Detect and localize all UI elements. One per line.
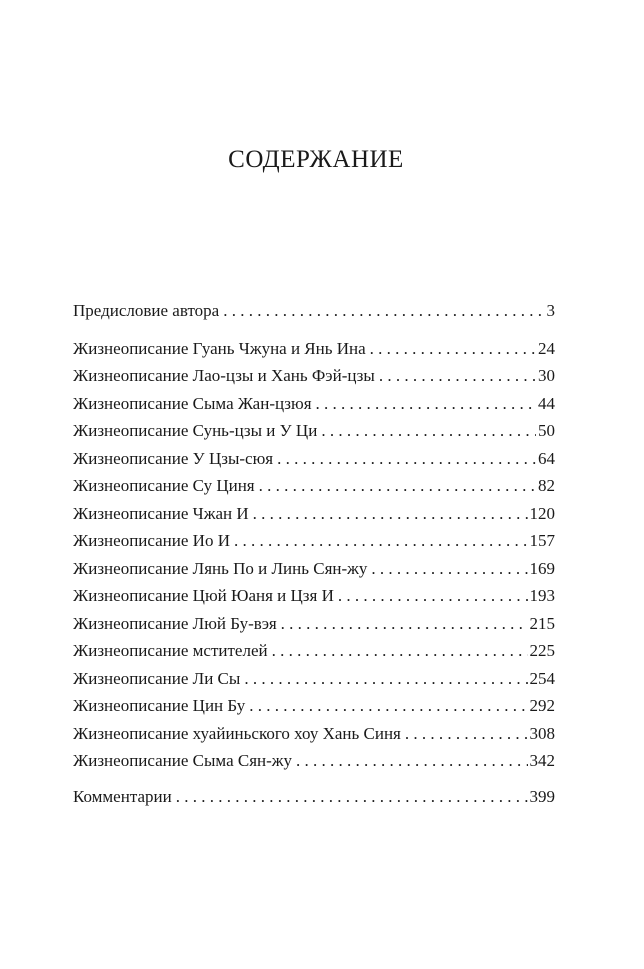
toc-entry (73, 637, 555, 665)
toc-dot-leader (277, 445, 536, 473)
toc-entry-page: 50 (538, 421, 555, 440)
toc-dot-leader (259, 472, 536, 500)
toc-entry-page: 157 (529, 531, 555, 550)
toc-entry (73, 445, 555, 473)
toc-entry (73, 297, 555, 325)
toc-entry-page: 82 (538, 476, 555, 495)
toc-dot-leader (321, 417, 536, 445)
toc-entry-title: Жизнеописание Люй Бу-вэя (73, 613, 277, 633)
toc-entry-page: 225 (529, 641, 555, 660)
toc-entry-page: 120 (529, 503, 555, 523)
toc-entry (73, 747, 555, 775)
toc-entry-page: 193 (529, 586, 555, 605)
toc-entry-title: Жизнеописание Лянь По и Линь Сян-жу (73, 558, 368, 578)
page-title: СОДЕРЖАНИЕ (228, 146, 404, 173)
toc-entry (73, 783, 555, 811)
toc-entry (73, 665, 555, 693)
toc-entry-title: Предисловие автора (73, 301, 220, 320)
toc-entry (73, 335, 555, 363)
toc-dot-leader (370, 335, 536, 363)
toc-dot-leader (379, 362, 536, 390)
toc-entry-page: 3 (546, 301, 555, 320)
toc-entry-title: Жизнеописание Цюй Юаня и Цзя И (73, 586, 334, 605)
toc-entry-title: Жизнеописание Сыма Сян-жу (73, 751, 293, 770)
toc-dot-leader (249, 692, 527, 720)
toc-entry-title: Жизнеописание хуайиньского хоу Хань Синя (73, 723, 401, 743)
toc-entry-page: 215 (529, 613, 555, 633)
toc-entry (73, 362, 555, 390)
toc-entry-page: 24 (538, 338, 555, 358)
toc-dot-leader (244, 665, 527, 693)
toc-entry-page: 44 (538, 393, 555, 413)
toc-dot-leader (371, 555, 527, 583)
table-of-contents (73, 297, 555, 810)
toc-dot-leader (272, 637, 528, 665)
toc-entry-title: Жизнеописание Ио И (73, 531, 230, 550)
toc-entry-title: Жизнеописание Ли Сы (73, 668, 241, 688)
toc-entry-page: 30 (538, 366, 555, 385)
toc-dot-leader (281, 610, 528, 638)
toc-entry (73, 527, 555, 555)
toc-entry-title: Жизнеописание Лао-цзы и Хань Фэй-цзы (73, 366, 375, 385)
toc-entry-title: Жизнеописание Су Циня (73, 476, 255, 495)
toc-entry-page: 342 (529, 751, 555, 770)
toc-dot-leader (405, 720, 528, 748)
toc-dot-leader (176, 783, 528, 811)
toc-dot-leader (296, 747, 527, 775)
toc-entry (73, 390, 555, 418)
toc-entry-page: 254 (529, 668, 555, 688)
toc-entry-title: Жизнеописание Цин Бу (73, 696, 246, 715)
toc-entry-title: Жизнеописание Чжан И (73, 503, 249, 523)
toc-entry-page: 64 (538, 448, 555, 468)
toc-entry-title: Комментарии (73, 786, 172, 806)
toc-entry (73, 610, 555, 638)
toc-entry (73, 472, 555, 500)
toc-entry (73, 692, 555, 720)
toc-dot-leader (234, 527, 528, 555)
toc-entry-title: Жизнеописание Сыма Жан-цзюя (73, 393, 312, 413)
toc-entry-page: 308 (529, 723, 555, 743)
toc-entry-title: Жизнеописание У Цзы-сюя (73, 448, 274, 468)
toc-dot-leader (338, 582, 528, 610)
toc-entry-title: Жизнеописание Гуань Чжуна и Янь Ина (73, 338, 366, 358)
toc-entry (73, 582, 555, 610)
toc-dot-leader (253, 500, 528, 528)
toc-entry (73, 417, 555, 445)
toc-entry-title: Жизнеописание Сунь-цзы и У Ци (73, 421, 318, 440)
toc-dot-leader (316, 390, 536, 418)
toc-entry (73, 555, 555, 583)
toc-entry-page: 399 (529, 786, 555, 806)
toc-entry-page: 169 (529, 558, 555, 578)
toc-entry (73, 720, 555, 748)
toc-dot-leader (223, 297, 544, 325)
toc-entry-title: Жизнеописание мстителей (73, 641, 268, 660)
toc-entry (73, 500, 555, 528)
toc-entry-page: 292 (529, 696, 555, 715)
